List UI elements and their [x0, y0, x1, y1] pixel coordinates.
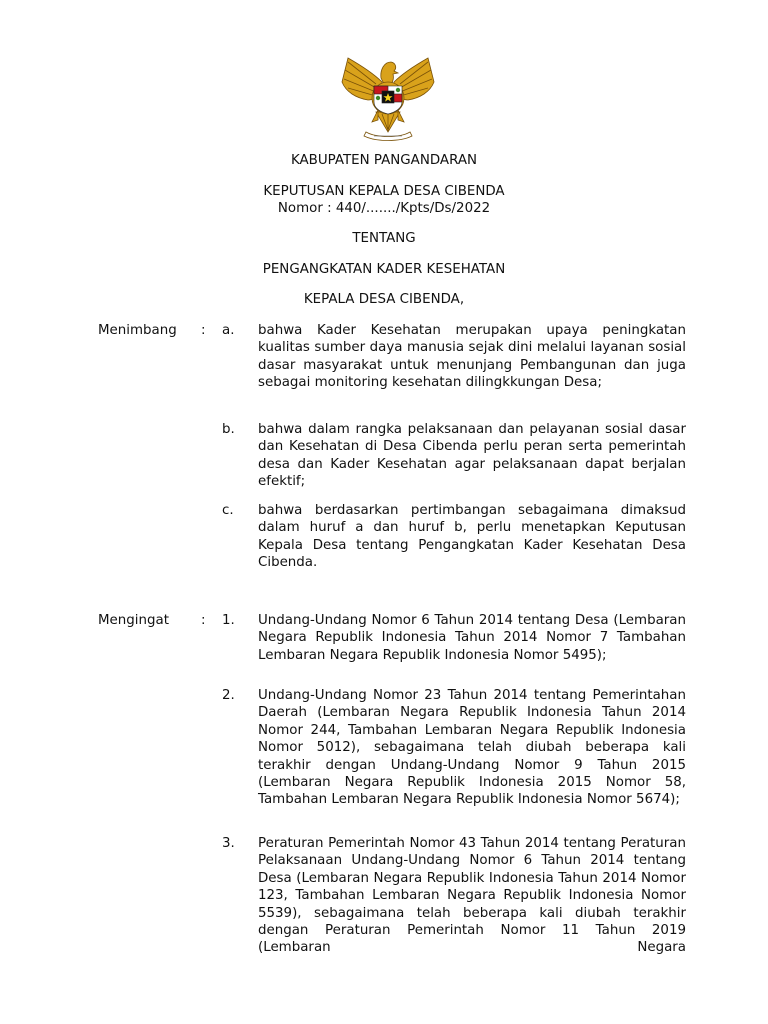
- mengingat-item-1-marker: 1.: [222, 613, 235, 628]
- menimbang-item-c-marker: c.: [222, 503, 234, 518]
- menimbang-item-b-marker: b.: [222, 422, 235, 437]
- menimbang-item-b-text: bahwa dalam rangka pelaksanaan dan pelayanan sosial dasar dan Kesehatan di Desa Cibenda perlu peran serta pemerintah desa dan Kader Kesehatan agar pelaksanaan dapat berjalan efektif;: [258, 422, 686, 490]
- menimbang-item-a-marker: a.: [222, 323, 235, 338]
- mengingat-colon: :: [201, 613, 206, 628]
- authority-heading: KEPALA DESA CIBENDA,: [303, 292, 465, 307]
- about-heading: TENTANG: [352, 231, 416, 246]
- mengingat-item-1-text: Undang-Undang Nomor 6 Tahun 2014 tentang Desa (Lembaran Negara Republik Indonesia Tahun 2014 Nomor 7 Tambahan Lembaran Negara Republik Indonesia Nomor 5495);: [258, 613, 686, 663]
- mengingat-item-2-text: Undang-Undang Nomor 23 Tahun 2014 tentang Pemerintahan Daerah (Lembaran Negara Republik Indonesia Tahun 2014 Nomor 244, Tambahan Lembaran Negara Republik Indonesia Nomor 5012), sebagaimana telah diubah beberapa kali terakhir dengan Undang-Undang Nomor 9 Tahun 2015 (Lembaran Negara Republik Indonesia 2015 Nomor 58, Tambahan Lembaran Negara Republik Indonesia Nomor 5674);: [258, 688, 686, 808]
- menimbang-item-c-text: bahwa berdasarkan pertimbangan sebagaimana dimaksud dalam huruf a dan huruf b, perlu menetapkan Keputusan Kepala Desa tentang Pengangkatan Kader Kesehatan Desa Cibenda.: [258, 503, 686, 571]
- mengingat-label: Mengingat: [98, 613, 169, 628]
- menimbang-item-a-text: bahwa Kader Kesehatan merupakan upaya peningkatan kualitas sumber daya manusia sejak dini melalui layanan sosial dasar masyarakat untuk menunjang Pembangunan dan juga sebagai monitoring kesehatan dilingkkungan Desa;: [258, 323, 686, 391]
- menimbang-label: Menimbang: [98, 323, 177, 338]
- decree-subject: PENGANGKATAN KADER KESEHATAN: [262, 262, 506, 277]
- mengingat-item-3-marker: 3.: [222, 836, 235, 851]
- decree-title: KEPUTUSAN KEPALA DESA CIBENDA: [263, 184, 505, 199]
- mengingat-item-2-marker: 2.: [222, 688, 235, 703]
- decree-number: Nomor : 440/......./Kpts/Ds/2022: [277, 201, 491, 216]
- menimbang-colon: :: [201, 323, 206, 338]
- garuda-emblem-logo: [336, 52, 440, 142]
- regency-name: KABUPATEN PANGANDARAN: [290, 153, 478, 168]
- mengingat-item-3-text: Peraturan Pemerintah Nomor 43 Tahun 2014 tentang Peraturan Pelaksanaan Undang-Undang Nomor 6 Tahun 2014 tentang Desa (Lembaran Negara Republik Indonesia Tahun 2014 Nomor 123, Tambahan Lembaran Negara Republik Indonesia Nomor 5539), sebagaimana telah beberapa kali diubah terakhir dengan Peraturan Pemerintah Nomor 11 Tahun 2019 (Lembaran Negara: [258, 836, 686, 956]
